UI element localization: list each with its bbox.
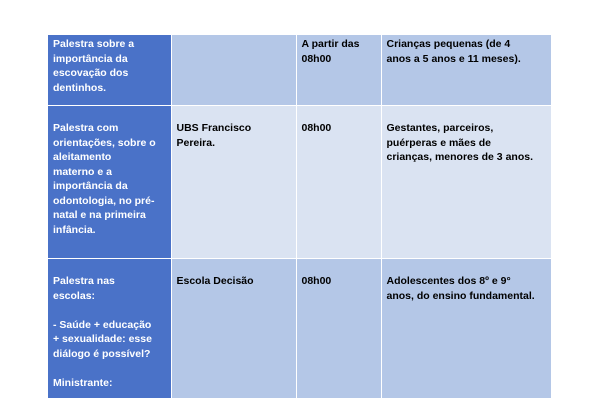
topic-line: orientações, sobre o [53,136,156,149]
audience-line: Adolescentes dos 8º e 9° [386,275,511,287]
table-row [48,106,551,259]
events-table [48,35,551,399]
topic-line: aleitamento [53,151,112,163]
topic-line: natal e na primeira [53,209,146,221]
time-line: A partir das [301,38,360,50]
location-cell [171,259,296,399]
location-cell [171,106,296,259]
topic-cell [48,259,171,399]
topic-line: importância da [53,180,128,192]
topic-line: Palestra nas [53,275,115,287]
location-line: UBS Francisco [176,122,252,134]
topic-line: + sexualidade: esse [53,333,152,345]
audience-line: Crianças pequenas (de 4 [386,38,511,50]
topic-cell [48,35,171,106]
time-line: 08h00 [301,122,332,134]
location-line: Escola Decisão [176,275,254,287]
topic-blank-line [53,303,167,318]
location-cell [171,35,296,106]
time-line: 08h00 [301,52,332,65]
topic-blank-line [53,361,167,376]
topic-line: materno e a [53,165,112,178]
audience-cell [381,106,551,259]
audience-line: puérperas e mães de [386,136,491,149]
audience-line: anos a 5 anos e 11 meses). [386,52,521,65]
audience-cell [381,35,551,106]
topic-line: diálogo é possível? [53,347,151,360]
topic-line: dentinhos. [53,81,107,94]
topic-line: - Saúde + educação [53,318,152,331]
audience-line: Gestantes, parceiros, [386,122,494,134]
table-row [48,35,551,106]
topic-line: odontologia, no pré- [53,194,155,207]
topic-line: Palestra com [53,122,119,134]
topic-line: infância. [53,223,96,236]
time-cell [296,35,381,106]
time-cell [296,259,381,399]
topic-cell [48,106,171,259]
audience-line: anos, do ensino fundamental. [386,289,535,302]
topic-line: escovação dos [53,67,129,79]
time-line: 08h00 [301,275,332,287]
topic-line: Ministrante: [53,376,113,389]
audience-line: crianças, menores de 3 anos. [386,151,533,163]
location-line: Pereira. [176,136,216,149]
topic-line: importância da [53,52,128,65]
audience-cell [381,259,551,399]
time-cell [296,106,381,259]
topic-line: Palestra sobre a [53,38,135,50]
topic-line: escolas: [53,289,96,302]
table-row [48,259,551,399]
